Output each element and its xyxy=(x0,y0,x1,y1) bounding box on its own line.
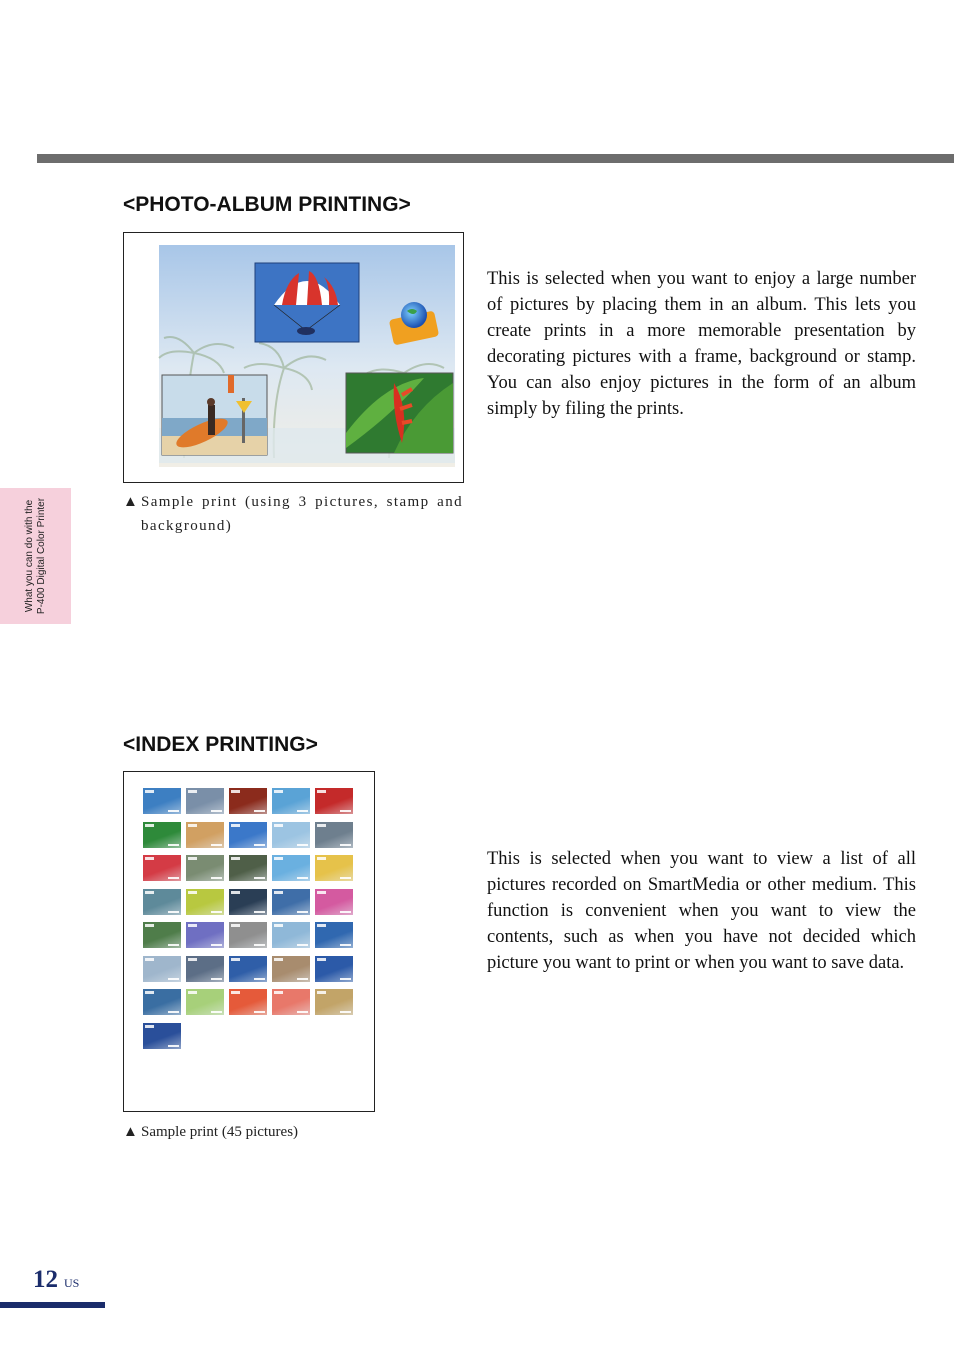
thumbnail-footer-mark xyxy=(211,877,222,879)
thumbnail-label-mark xyxy=(274,924,283,927)
index-thumbnail xyxy=(315,989,353,1015)
thumbnail-footer-mark xyxy=(211,844,222,846)
thumbnail-footer-mark xyxy=(340,1011,351,1013)
photo-album-description: This is selected when you want to enjoy a large number of pictures by placing them in an album. This lets you create prints in a more memorable presentation by decorating pictures with a frame, background or stamp. You can also enjoy pictures in the form of an album simply by filing the prints. xyxy=(487,269,916,419)
thumbnail-footer-mark xyxy=(168,844,179,846)
photo-album-illustration xyxy=(124,233,463,482)
thumbnail-footer-mark xyxy=(297,877,308,879)
index-printing-description: This is selected when you want to view a list of all pictures recorded on SmartMedia or other medium. This function is convenient when you want to view the contents, such as when you have not decided which picture you want to print or when you want to save data. xyxy=(487,849,916,973)
index-thumbnail xyxy=(229,855,267,881)
thumbnail-footer-mark xyxy=(254,911,265,913)
thumbnail-footer-mark xyxy=(168,911,179,913)
side-tab-label xyxy=(24,498,48,614)
thumbnail-footer-mark xyxy=(297,978,308,980)
thumbnail-label-mark xyxy=(188,924,197,927)
thumbnail-grid xyxy=(143,788,353,1049)
thumbnail-footer-mark xyxy=(168,1045,179,1047)
index-thumbnail xyxy=(186,889,224,915)
thumbnail-label-mark xyxy=(274,891,283,894)
thumbnail-label-mark xyxy=(274,958,283,961)
side-section-tab xyxy=(0,488,71,624)
index-thumbnail xyxy=(315,889,353,915)
thumbnail-footer-mark xyxy=(211,911,222,913)
thumbnail-footer-mark xyxy=(254,944,265,946)
thumbnail-label-mark xyxy=(188,958,197,961)
thumbnail-label-mark xyxy=(274,991,283,994)
index-thumbnail xyxy=(315,855,353,881)
thumbnail-label-mark xyxy=(231,857,240,860)
thumbnail-label-mark xyxy=(145,790,154,793)
index-thumbnail xyxy=(229,989,267,1015)
thumbnail-footer-mark xyxy=(297,911,308,913)
index-thumbnail xyxy=(186,956,224,982)
thumbnail-label-mark xyxy=(274,790,283,793)
index-thumbnail xyxy=(143,989,181,1015)
index-thumbnail xyxy=(272,989,310,1015)
side-tab-line-2: P-400 Digital Color Printer xyxy=(35,497,47,615)
thumbnail-label-mark xyxy=(145,1025,154,1028)
index-thumbnail xyxy=(272,956,310,982)
thumbnail-footer-mark xyxy=(211,978,222,980)
thumbnail-label-mark xyxy=(317,790,326,793)
index-thumbnail xyxy=(229,922,267,948)
index-thumbnail xyxy=(272,889,310,915)
index-thumbnail xyxy=(186,788,224,814)
caption-triangle-icon: ▲ xyxy=(123,494,138,510)
index-thumbnail xyxy=(143,1023,181,1049)
index-thumbnail xyxy=(143,922,181,948)
thumbnail-label-mark xyxy=(274,857,283,860)
index-thumbnail xyxy=(272,822,310,848)
thumbnail-label-mark xyxy=(317,824,326,827)
thumbnail-footer-mark xyxy=(211,944,222,946)
thumbnail-label-mark xyxy=(145,958,154,961)
thumbnail-label-mark xyxy=(231,991,240,994)
index-thumbnail xyxy=(272,855,310,881)
thumbnail-footer-mark xyxy=(340,877,351,879)
thumbnail-footer-mark xyxy=(168,944,179,946)
thumbnail-label-mark xyxy=(188,790,197,793)
parachute-photo xyxy=(255,263,359,342)
thumbnail-footer-mark xyxy=(254,844,265,846)
thumbnail-label-mark xyxy=(317,991,326,994)
index-thumbnail xyxy=(143,855,181,881)
index-thumbnail xyxy=(186,822,224,848)
thumbnail-footer-mark xyxy=(297,944,308,946)
thumbnail-label-mark xyxy=(231,824,240,827)
thumbnail-label-mark xyxy=(188,824,197,827)
thumbnail-footer-mark xyxy=(340,911,351,913)
index-thumbnail xyxy=(186,855,224,881)
header-rule xyxy=(37,154,954,163)
thumbnail-label-mark xyxy=(317,958,326,961)
photo-album-sample-image xyxy=(123,232,464,483)
thumbnail-footer-mark xyxy=(254,810,265,812)
thumbnail-footer-mark xyxy=(254,978,265,980)
thumbnail-footer-mark xyxy=(297,810,308,812)
thumbnail-footer-mark xyxy=(211,810,222,812)
thumbnail-label-mark xyxy=(145,824,154,827)
index-thumbnail xyxy=(186,989,224,1015)
thumbnail-label-mark xyxy=(274,824,283,827)
page-number-block xyxy=(33,1266,79,1294)
tropical-flower-photo xyxy=(346,373,453,453)
footer-bar xyxy=(0,1302,105,1308)
index-thumbnail xyxy=(315,922,353,948)
thumbnail-label-mark xyxy=(188,857,197,860)
index-thumbnail xyxy=(143,889,181,915)
thumbnail-label-mark xyxy=(188,891,197,894)
thumbnail-label-mark xyxy=(145,857,154,860)
thumbnail-label-mark xyxy=(188,991,197,994)
thumbnail-footer-mark xyxy=(297,844,308,846)
index-thumbnail xyxy=(315,822,353,848)
side-tab-line-1: What you can do with the xyxy=(23,499,35,613)
index-thumbnail xyxy=(143,956,181,982)
index-printing-caption xyxy=(123,1120,383,1144)
photo-album-caption-text: Sample print (using 3 pictures, stamp and background) xyxy=(141,494,463,534)
page-region: US xyxy=(64,1276,80,1290)
photo-album-caption xyxy=(123,490,463,538)
thumbnail-footer-mark xyxy=(168,810,179,812)
index-print-sample-image xyxy=(123,771,375,1112)
thumbnail-label-mark xyxy=(317,924,326,927)
thumbnail-footer-mark xyxy=(340,844,351,846)
index-thumbnail xyxy=(272,922,310,948)
thumbnail-footer-mark xyxy=(168,1011,179,1013)
index-thumbnail xyxy=(315,956,353,982)
thumbnail-footer-mark xyxy=(340,810,351,812)
thumbnail-label-mark xyxy=(231,790,240,793)
photo-album-title: <PHOTO-ALBUM PRINTING> xyxy=(123,193,411,216)
thumbnail-footer-mark xyxy=(168,978,179,980)
surfer-photo xyxy=(162,375,267,455)
index-thumbnail xyxy=(143,788,181,814)
thumbnail-label-mark xyxy=(317,891,326,894)
thumbnail-footer-mark xyxy=(340,978,351,980)
caption-triangle-icon: ▲ xyxy=(123,1124,138,1140)
index-thumbnail xyxy=(315,788,353,814)
thumbnail-label-mark xyxy=(145,924,154,927)
thumbnail-label-mark xyxy=(317,857,326,860)
thumbnail-footer-mark xyxy=(211,1011,222,1013)
thumbnail-label-mark xyxy=(231,958,240,961)
thumbnail-label-mark xyxy=(145,991,154,994)
index-thumbnail xyxy=(272,788,310,814)
thumbnail-footer-mark xyxy=(254,877,265,879)
index-thumbnail xyxy=(186,922,224,948)
thumbnail-label-mark xyxy=(145,891,154,894)
index-printing-title: <INDEX PRINTING> xyxy=(123,733,318,756)
index-thumbnail xyxy=(229,788,267,814)
thumbnail-footer-mark xyxy=(168,877,179,879)
index-thumbnail xyxy=(143,822,181,848)
thumbnail-footer-mark xyxy=(254,1011,265,1013)
index-thumbnail xyxy=(229,956,267,982)
thumbnail-footer-mark xyxy=(340,944,351,946)
index-printing-caption-text: Sample print (45 pictures) xyxy=(141,1124,299,1140)
index-thumbnail xyxy=(229,889,267,915)
thumbnail-label-mark xyxy=(231,924,240,927)
index-thumbnail xyxy=(229,822,267,848)
page-number: 12 xyxy=(33,1266,58,1293)
thumbnail-footer-mark xyxy=(297,1011,308,1013)
thumbnail-label-mark xyxy=(231,891,240,894)
